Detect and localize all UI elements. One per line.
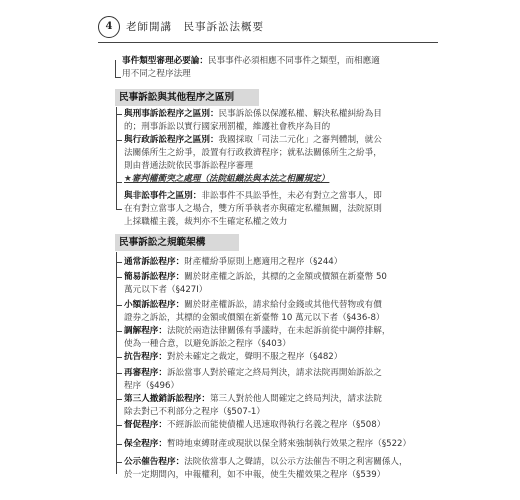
s2-item-5-label: 抗告程序： — [124, 352, 167, 362]
s2-item-10-text: 法院依當事人之聲請，以公示方法催告不明之利害關係人， — [184, 457, 408, 467]
s2-item-10-line-2: 於一定期間內，申報權利，如不申報，使生失權效果之程序（§539） — [124, 470, 386, 480]
intro-line-2: 用不同之程序法理 — [122, 69, 191, 79]
s1-item-1-line-1 — [124, 108, 382, 121]
s2-item-4-line-1 — [124, 325, 390, 338]
section2-tree-line-lower — [116, 430, 117, 474]
s1-item-4-line-1 — [124, 190, 382, 203]
s2-item-1-text: 財產權紛爭原則上應適用之程序（§244） — [184, 257, 343, 267]
intro-line-1 — [122, 55, 380, 68]
section2-tree-line — [116, 252, 117, 430]
running-title: 老師開講 民事訴訟法概要 — [126, 21, 264, 33]
section-heading-2: 民事訴訟之規範架構 — [115, 234, 239, 251]
s1-item-1-text: 民事訴訟係以保護私權、解決私權糾紛為目 — [218, 109, 382, 119]
s1-item-4-text: 非訟事件不具訟爭性，未必有對立之當事人，即 — [201, 191, 382, 201]
s1-item-4-label: 與非訟事件之區別： — [124, 191, 202, 201]
s2-item-10-label: 公示催告程序： — [124, 457, 185, 467]
s2-item-10-line-1 — [124, 456, 408, 469]
tick — [116, 114, 122, 115]
s2-item-5 — [124, 351, 342, 364]
s2-item-2-line-2: 萬元以下者（§427Ⅰ） — [124, 285, 208, 295]
s2-item-8 — [124, 419, 385, 432]
s2-item-5-text: 對於未確定之裁定，聲明不服之程序（§482） — [166, 352, 343, 362]
section-heading-1: 民事訴訟與其他程序之區別 — [115, 89, 259, 106]
intro-bracket — [115, 60, 120, 77]
header-rule — [98, 42, 438, 43]
section1-tree-line — [116, 107, 117, 209]
s2-item-1-label: 通常訴訟程序： — [124, 257, 185, 267]
s1-item-1-line-2: 的；刑事訴訟以實行國家刑罰權，維護社會秩序為目的 — [124, 122, 331, 132]
s2-item-4-label: 調解程序： — [124, 326, 167, 336]
s1-item-2-text: 我國採取「司法二元化」之審判體制，就公 — [218, 135, 382, 145]
s2-item-8-label: 督促程序： — [124, 420, 167, 430]
s2-item-3-text: 關於財產權訴訟，請求給付金錢或其他代替物或有價 — [184, 300, 382, 310]
tick — [116, 444, 122, 445]
tick — [116, 399, 122, 400]
tick — [116, 305, 122, 306]
s2-item-3-line-2: 證券之訴訟，其標的金額或價額在新臺幣 10 萬元以下者（§436-8） — [124, 313, 385, 323]
s2-item-4-line-2: 使為一種合意，以避免訴訟之程序（§403） — [124, 339, 291, 349]
s2-item-6-line-1 — [124, 367, 382, 380]
tick — [116, 277, 122, 278]
s2-item-4-text: 法院於兩造法律關係有爭議時，在未起訴前從中調停排解， — [166, 326, 391, 336]
s2-item-8-text: 不經訴訟而能使債權人迅速取得執行名義之程序（§508） — [166, 420, 386, 430]
s2-item-7-label: 第三人撤銷訴訟程序： — [124, 394, 210, 404]
tick — [116, 373, 122, 374]
s2-item-2-label: 簡易訴訟程序： — [124, 272, 185, 282]
s2-item-6-label: 再審程序： — [124, 368, 167, 378]
tick — [116, 262, 122, 263]
s1-item-2-label: 與行政訴訟程序之區別： — [124, 135, 219, 145]
tick — [116, 425, 122, 426]
tick — [116, 182, 122, 183]
s1-item-2-line-3: 則由普通法院依民事訴訟程序審理 — [124, 161, 253, 171]
page-header — [98, 14, 438, 40]
s2-item-9-text: 暫時地束縛財產或現狀以保全將來強制執行效果之程序（§522） — [166, 439, 412, 449]
s2-item-7-text: 第三人對於他人間確定之終局判決，請求法院 — [209, 394, 382, 404]
s2-item-2-text: 關於財產權之訴訟，其標的之金額或價額在新臺幣 50 — [184, 272, 387, 282]
tick — [116, 331, 122, 332]
tick — [116, 140, 122, 141]
intro-text-1: 民事事件必須相應不同事件之類型，而相應適 — [207, 56, 380, 66]
s2-item-6-text: 訴訟當事人對於確定之終局判決，請求法院再開始訴訟之 — [166, 368, 382, 378]
tick — [116, 209, 122, 210]
tick — [116, 462, 122, 463]
tick — [116, 357, 122, 358]
intro-label: 事件類型審理必要論： — [122, 56, 208, 66]
s2-item-7-line-2: 除去對己不利部分之程序（§507-1） — [124, 407, 265, 417]
s2-item-2-line-1 — [124, 271, 387, 284]
s1-item-4-line-2: 在有對立當事人之場合，雙方所爭執者亦與確定私權無關，法院原則 — [124, 204, 382, 214]
s1-item-1-label: 與刑事訴訟程序之區別： — [124, 109, 219, 119]
s2-item-1 — [124, 256, 342, 269]
s1-item-4-line-3: 上採職權主義，裁判亦不生確定私權之效力 — [124, 217, 288, 227]
s2-item-9-label: 保全程序： — [124, 439, 167, 449]
intro-tick — [115, 77, 121, 78]
s1-item-2-line-2: 法關係所生之紛爭，設置有行政救濟程序；就私法關係所生之紛爭， — [124, 148, 382, 158]
s1-note: ★審判權衝突之處理（法院組織法與本法之相關規定） — [124, 174, 330, 184]
s2-item-3-label: 小額訴訟程序： — [124, 300, 185, 310]
s2-item-3-line-1 — [124, 299, 382, 312]
s2-item-9 — [124, 438, 411, 451]
page-number: 4 — [98, 16, 120, 38]
s2-item-7-line-1 — [124, 393, 382, 406]
s1-item-2-line-1 — [124, 134, 382, 147]
s2-item-6-line-2: 程序（§496） — [124, 381, 180, 391]
